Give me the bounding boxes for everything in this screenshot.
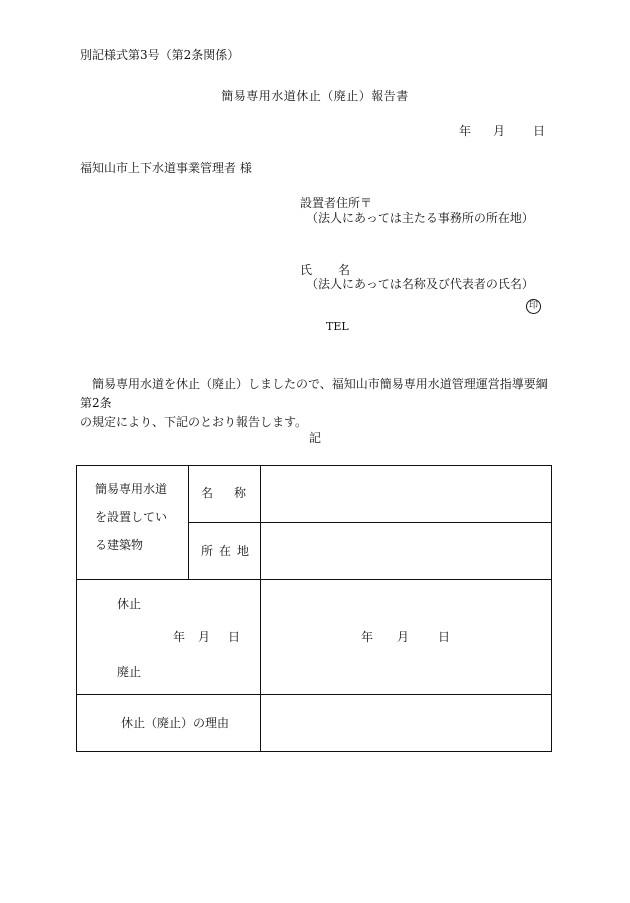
building-label-line: 簡易専用水道 xyxy=(95,482,168,496)
date-year: 年 xyxy=(459,124,472,138)
name-label-char-1: 氏 xyxy=(300,263,313,277)
table-border-right xyxy=(551,465,552,752)
suspend-date-label xyxy=(173,631,240,643)
form-number: 別記様式第3号（第2条関係） xyxy=(80,48,240,62)
building-label-line: を設置してい xyxy=(95,510,168,524)
date-month: 月 xyxy=(493,124,506,138)
addressee: 福知山市上下水道事業管理者 様 xyxy=(80,161,252,175)
suspend-label: 休止 xyxy=(117,597,142,611)
location-char: 所 xyxy=(201,544,214,558)
location-char: 地 xyxy=(237,544,250,558)
table-border-top xyxy=(76,465,552,466)
left-date-year: 年 xyxy=(173,630,186,644)
building-name-label xyxy=(201,487,246,499)
location-char: 在 xyxy=(219,544,232,558)
date-day: 日 xyxy=(533,124,546,138)
seal-mark: 印 xyxy=(526,299,541,314)
report-date xyxy=(459,125,545,137)
ki-heading: 記 xyxy=(308,431,321,445)
statement-line-2: の規定により、下記のとおり報告します。 xyxy=(80,415,308,429)
table-divider-date xyxy=(76,579,552,580)
building-name-field[interactable] xyxy=(262,467,550,521)
right-date-year: 年 xyxy=(361,630,374,644)
building-label-line: る建築物 xyxy=(95,538,144,552)
address-label: 設置者住所〒 xyxy=(300,196,373,210)
building-name-char-2: 称 xyxy=(234,486,247,500)
table-divider-name-location xyxy=(188,522,552,523)
table-divider-main xyxy=(260,465,261,752)
name-label-char-2: 名 xyxy=(338,263,351,277)
table-border-left xyxy=(76,465,77,752)
left-date-day: 日 xyxy=(228,630,241,644)
name-note: （法人にあっては名称及び代表者の氏名） xyxy=(306,277,534,291)
right-date-month: 月 xyxy=(397,630,410,644)
table-border-bottom xyxy=(76,751,552,752)
address-note: （法人にあっては主たる事務所の所在地） xyxy=(306,211,534,225)
name-label xyxy=(300,264,350,276)
right-date-day: 日 xyxy=(438,630,451,644)
report-statement xyxy=(80,375,556,432)
reason-field[interactable] xyxy=(262,696,550,750)
building-location-label xyxy=(201,545,249,557)
table-divider-reason xyxy=(76,694,552,695)
document-title: 簡易専用水道休止（廃止）報告書 xyxy=(221,89,409,103)
building-name-char-1: 名 xyxy=(201,486,214,500)
left-date-month: 月 xyxy=(198,630,211,644)
abolish-label: 廃止 xyxy=(117,665,142,679)
statement-line-1: 簡易専用水道を休止（廃止）しましたので、福知山市簡易専用水道管理運営指導要綱第2条 xyxy=(80,377,548,410)
building-label xyxy=(95,475,167,559)
tel-label: TEL xyxy=(326,320,349,333)
reason-label: 休止（廃止）の理由 xyxy=(121,716,230,730)
suspend-date-field[interactable] xyxy=(361,631,450,643)
building-location-field[interactable] xyxy=(262,524,550,578)
